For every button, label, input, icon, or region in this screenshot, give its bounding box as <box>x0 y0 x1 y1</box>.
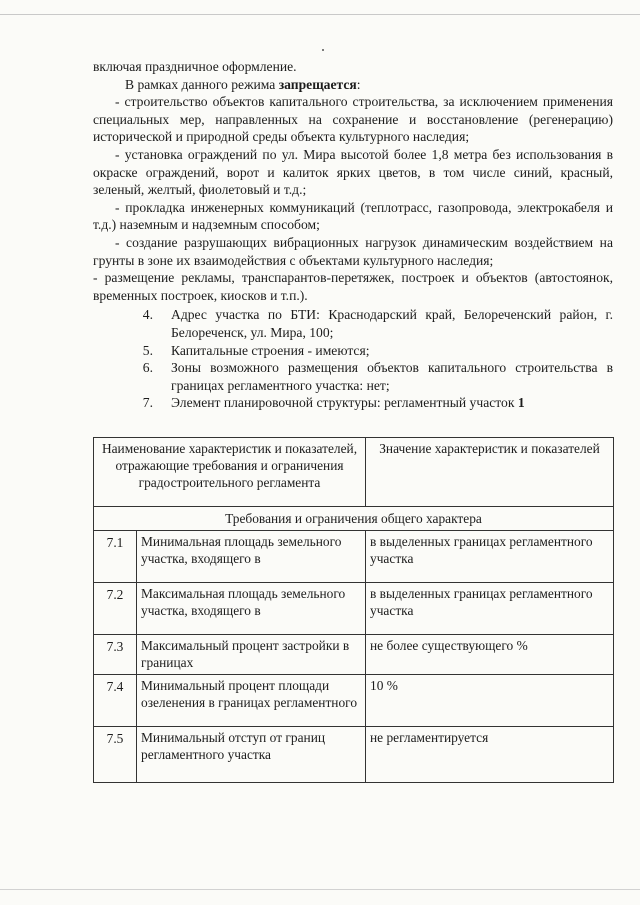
prohibition-item-construction: - строительство объектов капитального строительства, за исключением применения специальных мер, направленных на сохранение и восстановление (регенерацию) исторической и природной среды объекта культурного наследия; <box>93 94 613 145</box>
prohibition-intro-text: В рамках данного режима <box>125 76 279 92</box>
row-value: не регламентируется <box>366 727 614 783</box>
item-text: Адрес участка по БТИ: Краснодарский край, Белореченский район, г. Белореченск, ул. Мира, 100; <box>171 307 613 340</box>
row-number: 7.3 <box>94 635 137 675</box>
header-left-cell: Наименование характеристик и показателей, отражающие требования и ограничения градостроительного регламента <box>94 438 366 507</box>
prohibition-item-utilities: - прокладка инженерных коммуникаций (теплотрасс, газопровода, электрокабеля и т.д.) наземным и надземным способом; <box>93 199 613 233</box>
top-scan-line <box>0 14 640 15</box>
item-6 <box>93 359 613 394</box>
row-number: 7.2 <box>94 583 137 635</box>
regulation-table <box>93 437 614 783</box>
item-number: 7. <box>142 395 153 411</box>
row-value: в выделенных границах регламентного участка <box>366 531 614 583</box>
item-7 <box>93 394 613 412</box>
prohibition-intro <box>93 76 613 94</box>
item-text: Зоны возможного размещения объектов капитального строительства в границах регламентного участка: нет; <box>171 360 613 393</box>
item-text <box>171 394 613 412</box>
table-row <box>94 675 614 727</box>
prohibition-colon: : <box>356 76 361 92</box>
header-right-cell: Значение характеристик и показателей <box>366 438 614 507</box>
row-value: 10 % <box>366 675 614 727</box>
row-name: Минимальный отступ от границ регламентного участка <box>137 727 366 783</box>
general-requirements-cell: Требования и ограничения общего характера <box>94 507 614 531</box>
row-number: 7.1 <box>94 531 137 583</box>
table-row <box>94 727 614 783</box>
row-name: Максимальная площадь земельного участка, входящего в <box>137 583 366 635</box>
row-name: Максимальный процент застройки в границах <box>137 635 366 675</box>
item-4 <box>93 306 613 341</box>
item-number: 4. <box>142 307 153 323</box>
item-5 <box>93 342 613 360</box>
prohibition-item-vibration: - создание разрушающих вибрационных нагрузок динамическим воздействием на грунты в зоне их взаимодействия с объектами культурного наследия; <box>93 234 613 268</box>
paragraph-continuation: включая праздничное оформление. <box>93 59 297 74</box>
row-value: в выделенных границах регламентного участка <box>366 583 614 635</box>
table-row <box>94 635 614 675</box>
table-header-row <box>94 438 614 507</box>
row-name: Минимальный процент площади озеленения в границах регламентного <box>137 675 366 727</box>
item-number: 5. <box>142 342 153 358</box>
row-number: 7.5 <box>94 727 137 783</box>
row-value: не более существующего % <box>366 635 614 675</box>
scan-dot <box>322 49 324 51</box>
document-body <box>93 58 613 412</box>
item-number: 6. <box>142 360 153 376</box>
bottom-scan-line <box>0 889 640 890</box>
row-name: Минимальная площадь земельного участка, входящего в <box>137 531 366 583</box>
prohibition-item-advertising: - размещение рекламы, транспарантов-перетяжек, построек и объектов (автостоянок, временных построек, киосков и т.п.). <box>93 270 613 303</box>
item-text-bold: 1 <box>517 395 525 411</box>
table-row <box>94 583 614 635</box>
prohibition-item-fences: - установка ограждений по ул. Мира высотой более 1,8 метра без использования в окраске ограждений, ворот и калиток ярких цветов, в том числе синий, красный, зеленый, желтый, фиолетовый и т.д.; <box>93 146 613 198</box>
table-general-row <box>94 507 614 531</box>
item-text: Капитальные строения - имеются; <box>171 342 370 358</box>
item-text-prefix: Элемент планировочной структуры: регламентный участок <box>171 395 518 411</box>
row-number: 7.4 <box>94 675 137 727</box>
prohibition-keyword: запрещается <box>278 76 357 92</box>
table-row <box>94 531 614 583</box>
